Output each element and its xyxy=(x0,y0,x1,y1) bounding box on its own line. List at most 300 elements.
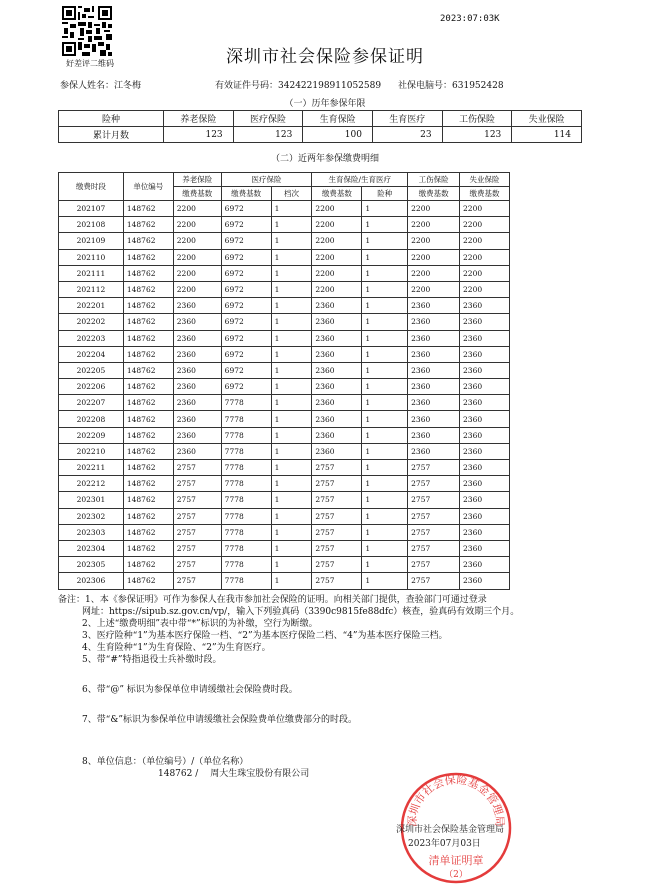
cell-medical-grade: 1 xyxy=(271,508,312,524)
cell-unemployment-base: 2360 xyxy=(460,346,510,362)
cell-maternity-base: 2757 xyxy=(312,508,362,524)
name-value: 江冬梅 xyxy=(114,81,142,91)
cell-period: 202303 xyxy=(59,524,124,540)
cell-maternity-base: 2360 xyxy=(312,330,362,346)
cell-unit-number: 148762 xyxy=(123,508,173,524)
cell-pension-base: 2360 xyxy=(173,443,221,459)
table-row xyxy=(59,443,510,459)
cell-medical-grade: 1 xyxy=(271,395,312,411)
cell-injury-base: 2360 xyxy=(408,395,460,411)
cell-maternity-type: 1 xyxy=(362,346,408,362)
cell-maternity-base: 2757 xyxy=(312,524,362,540)
cell-period: 202209 xyxy=(59,427,124,443)
header-unemployment: 失业保险 xyxy=(460,173,510,187)
cell-maternity-base: 2757 xyxy=(312,557,362,573)
cell-period: 202302 xyxy=(59,508,124,524)
seal-center-text: 清单证明章 xyxy=(428,854,484,867)
note-7: 7、带“&”标识为参保单位申请缓缴社会保险费单位缴费部分的时段。 xyxy=(82,715,357,725)
table-row xyxy=(59,379,510,395)
cell-medical-grade: 1 xyxy=(271,540,312,556)
table-row xyxy=(59,508,510,524)
cell-unit-number: 148762 xyxy=(123,492,173,508)
cell-medical-base: 6972 xyxy=(221,265,271,281)
cell-pension-base: 2360 xyxy=(173,298,221,314)
cell-injury-base: 2360 xyxy=(408,298,460,314)
cell-maternity-base: 2360 xyxy=(312,395,362,411)
cell-maternity-type: 1 xyxy=(362,362,408,378)
cell-injury-base: 2200 xyxy=(408,265,460,281)
cell-period: 202107 xyxy=(59,201,124,217)
cell-unemployment-base: 2360 xyxy=(460,443,510,459)
cell-maternity-type: 1 xyxy=(362,443,408,459)
issue-date: 2023年07月03日 xyxy=(408,839,481,849)
cell-medical-base: 6972 xyxy=(221,362,271,378)
cell-period: 202108 xyxy=(59,217,124,233)
cell-injury-base: 2360 xyxy=(408,362,460,378)
cell-injury-base: 2757 xyxy=(408,557,460,573)
cell-maternity-base: 2200 xyxy=(312,217,362,233)
cell-unemployment-base: 2360 xyxy=(460,460,510,476)
cell-injury-base: 2757 xyxy=(408,573,460,589)
cell-pension-base: 2360 xyxy=(173,314,221,330)
cell-maternity-base: 2200 xyxy=(312,201,362,217)
notes xyxy=(58,594,618,780)
document-title: 深圳市社会保险参保证明 xyxy=(226,47,424,67)
cell-pension-base: 2757 xyxy=(173,557,221,573)
summary-header-row xyxy=(59,111,582,127)
cell-unemployment-base: 2360 xyxy=(460,524,510,540)
name-field xyxy=(60,78,141,91)
cell-unit-number: 148762 xyxy=(123,249,173,265)
table-row xyxy=(59,557,510,573)
cell-medical-base: 6972 xyxy=(221,314,271,330)
cell-unemployment-base: 2360 xyxy=(460,395,510,411)
cell-medical-grade: 1 xyxy=(271,492,312,508)
summary-type: 工伤保险 xyxy=(442,111,512,127)
cell-maternity-base: 2200 xyxy=(312,249,362,265)
cell-medical-grade: 1 xyxy=(271,427,312,443)
cell-pension-base: 2757 xyxy=(173,540,221,556)
cell-medical-grade: 1 xyxy=(271,249,312,265)
cell-medical-grade: 1 xyxy=(271,476,312,492)
cell-medical-base: 7778 xyxy=(221,427,271,443)
cell-pension-base: 2757 xyxy=(173,492,221,508)
header-pension: 养老保险 xyxy=(173,173,221,187)
cell-unemployment-base: 2360 xyxy=(460,298,510,314)
cell-medical-base: 7778 xyxy=(221,508,271,524)
cell-injury-base: 2757 xyxy=(408,540,460,556)
cell-unit-number: 148762 xyxy=(123,346,173,362)
header-injury: 工伤保险 xyxy=(408,173,460,187)
id-field xyxy=(215,78,381,91)
table-row xyxy=(59,411,510,427)
cell-unit-number: 148762 xyxy=(123,281,173,297)
cell-pension-base: 2200 xyxy=(173,233,221,249)
cell-injury-base: 2200 xyxy=(408,281,460,297)
cell-unemployment-base: 2360 xyxy=(460,476,510,492)
summary-count-label: 累计月数 xyxy=(59,127,164,143)
cell-unemployment-base: 2360 xyxy=(460,427,510,443)
cell-unit-number: 148762 xyxy=(123,362,173,378)
unit-number: 148762 / xyxy=(158,769,199,779)
cell-unemployment-base: 2360 xyxy=(460,379,510,395)
cell-period: 202304 xyxy=(59,540,124,556)
cell-medical-base: 7778 xyxy=(221,540,271,556)
cell-pension-base: 2200 xyxy=(173,265,221,281)
cell-unit-number: 148762 xyxy=(123,540,173,556)
subheader-type: 险种 xyxy=(362,187,408,201)
cell-maternity-base: 2757 xyxy=(312,540,362,556)
issuing-org: 深圳市社会保险基金管理局 xyxy=(396,825,505,835)
table-row xyxy=(59,281,510,297)
cell-pension-base: 2757 xyxy=(173,524,221,540)
table-row xyxy=(59,492,510,508)
subheader-base: 缴费基数 xyxy=(312,187,362,201)
detail-table xyxy=(58,172,510,590)
cell-unemployment-base: 2360 xyxy=(460,573,510,589)
cell-maternity-type: 1 xyxy=(362,217,408,233)
cell-unit-number: 148762 xyxy=(123,427,173,443)
cell-maternity-type: 1 xyxy=(362,540,408,556)
cell-pension-base: 2200 xyxy=(173,281,221,297)
cell-maternity-type: 1 xyxy=(362,476,408,492)
cell-unit-number: 148762 xyxy=(123,217,173,233)
cell-pension-base: 2360 xyxy=(173,427,221,443)
cell-unit-number: 148762 xyxy=(123,314,173,330)
cell-unit-number: 148762 xyxy=(123,476,173,492)
cell-period: 202204 xyxy=(59,346,124,362)
cell-pension-base: 2757 xyxy=(173,508,221,524)
table-row xyxy=(59,217,510,233)
cell-medical-grade: 1 xyxy=(271,233,312,249)
cell-unemployment-base: 2360 xyxy=(460,314,510,330)
cell-maternity-type: 1 xyxy=(362,330,408,346)
table-row xyxy=(59,427,510,443)
cell-medical-grade: 1 xyxy=(271,573,312,589)
cell-unemployment-base: 2200 xyxy=(460,217,510,233)
cell-period: 202112 xyxy=(59,281,124,297)
summary-type: 医疗保险 xyxy=(233,111,303,127)
header-maternity: 生育保险/生育医疗 xyxy=(312,173,408,187)
cell-injury-base: 2200 xyxy=(408,217,460,233)
cell-unit-number: 148762 xyxy=(123,379,173,395)
cell-unit-number: 148762 xyxy=(123,395,173,411)
print-timestamp: 2023:07:03K xyxy=(440,14,500,24)
cell-injury-base: 2757 xyxy=(408,476,460,492)
cell-unemployment-base: 2200 xyxy=(460,281,510,297)
cell-injury-base: 2200 xyxy=(408,249,460,265)
cell-unit-number: 148762 xyxy=(123,201,173,217)
cell-pension-base: 2200 xyxy=(173,201,221,217)
cell-medical-base: 7778 xyxy=(221,395,271,411)
subheader-base: 缴费基数 xyxy=(221,187,271,201)
cell-medical-base: 7778 xyxy=(221,524,271,540)
cell-maternity-type: 1 xyxy=(362,379,408,395)
unit-info xyxy=(58,768,618,780)
cell-unit-number: 148762 xyxy=(123,460,173,476)
cell-medical-grade: 1 xyxy=(271,524,312,540)
seal-number: （2） xyxy=(444,870,468,880)
cell-maternity-base: 2757 xyxy=(312,460,362,476)
cell-medical-base: 6972 xyxy=(221,379,271,395)
table-row xyxy=(59,314,510,330)
note-1-url: 网址：https://sipub.sz.gov.cn/vp/，输入下列验真码（3390c9815fe88dfc）核查，验真码有效期三个月。 xyxy=(82,607,520,617)
cell-period: 202109 xyxy=(59,233,124,249)
note-2: 2、上述“缴费明细”表中带“*”标识的为补缴，空行为断缴。 xyxy=(82,619,318,629)
name-label: 参保人姓名： xyxy=(60,81,115,91)
id-value: 342422198911052589 xyxy=(278,81,382,91)
id-label: 有效证件号码： xyxy=(215,81,279,91)
cell-maternity-type: 1 xyxy=(362,314,408,330)
cell-pension-base: 2360 xyxy=(173,330,221,346)
qr-caption: 好差评二维码 xyxy=(66,59,114,68)
detail-body xyxy=(59,201,510,590)
cell-maternity-type: 1 xyxy=(362,249,408,265)
cell-medical-base: 7778 xyxy=(221,411,271,427)
cell-medical-grade: 1 xyxy=(271,217,312,233)
cell-maternity-base: 2360 xyxy=(312,427,362,443)
cell-maternity-type: 1 xyxy=(362,573,408,589)
cell-medical-base: 7778 xyxy=(221,443,271,459)
cell-maternity-type: 1 xyxy=(362,395,408,411)
header-period: 缴费时段 xyxy=(59,173,124,201)
table-row xyxy=(59,249,510,265)
cell-period: 202208 xyxy=(59,411,124,427)
cell-unit-number: 148762 xyxy=(123,524,173,540)
cell-medical-base: 7778 xyxy=(221,460,271,476)
cell-medical-grade: 1 xyxy=(271,460,312,476)
cell-period: 202305 xyxy=(59,557,124,573)
cell-maternity-type: 1 xyxy=(362,265,408,281)
summary-type: 养老保险 xyxy=(164,111,234,127)
cell-unemployment-base: 2360 xyxy=(460,492,510,508)
cell-maternity-base: 2360 xyxy=(312,443,362,459)
table-row xyxy=(59,573,510,589)
table-row xyxy=(59,476,510,492)
cell-unemployment-base: 2200 xyxy=(460,233,510,249)
cell-injury-base: 2757 xyxy=(408,508,460,524)
cell-unemployment-base: 2200 xyxy=(460,201,510,217)
cell-injury-base: 2360 xyxy=(408,411,460,427)
cell-injury-base: 2757 xyxy=(408,492,460,508)
cell-maternity-base: 2360 xyxy=(312,346,362,362)
ss-field xyxy=(398,78,504,91)
table-row xyxy=(59,395,510,411)
cell-unemployment-base: 2360 xyxy=(460,330,510,346)
cell-period: 202205 xyxy=(59,362,124,378)
cell-medical-base: 6972 xyxy=(221,298,271,314)
cell-maternity-base: 2757 xyxy=(312,492,362,508)
cell-period: 202111 xyxy=(59,265,124,281)
cell-medical-grade: 1 xyxy=(271,379,312,395)
cell-unit-number: 148762 xyxy=(123,298,173,314)
table-row xyxy=(59,233,510,249)
summary-months: 123 xyxy=(442,127,512,143)
cell-maternity-type: 1 xyxy=(362,508,408,524)
cell-medical-grade: 1 xyxy=(271,298,312,314)
cell-period: 202110 xyxy=(59,249,124,265)
cell-pension-base: 2360 xyxy=(173,346,221,362)
cell-pension-base: 2757 xyxy=(173,460,221,476)
subheader-base: 缴费基数 xyxy=(460,187,510,201)
table-row xyxy=(59,201,510,217)
cell-pension-base: 2757 xyxy=(173,476,221,492)
cell-injury-base: 2757 xyxy=(408,524,460,540)
table-row xyxy=(59,460,510,476)
cell-injury-base: 2200 xyxy=(408,201,460,217)
summary-type: 生育保险 xyxy=(303,111,373,127)
subheader-base: 缴费基数 xyxy=(408,187,460,201)
cell-medical-grade: 1 xyxy=(271,201,312,217)
cell-period: 202201 xyxy=(59,298,124,314)
table-row xyxy=(59,362,510,378)
cell-pension-base: 2360 xyxy=(173,411,221,427)
cell-medical-base: 6972 xyxy=(221,330,271,346)
cell-maternity-base: 2757 xyxy=(312,476,362,492)
cell-injury-base: 2200 xyxy=(408,233,460,249)
cell-unemployment-base: 2360 xyxy=(460,411,510,427)
cell-maternity-type: 1 xyxy=(362,281,408,297)
cell-maternity-type: 1 xyxy=(362,492,408,508)
cell-medical-base: 7778 xyxy=(221,492,271,508)
cell-maternity-type: 1 xyxy=(362,460,408,476)
cell-maternity-base: 2360 xyxy=(312,411,362,427)
cell-injury-base: 2360 xyxy=(408,427,460,443)
cell-injury-base: 2360 xyxy=(408,379,460,395)
cell-maternity-base: 2200 xyxy=(312,265,362,281)
summary-months: 23 xyxy=(372,127,442,143)
cell-pension-base: 2200 xyxy=(173,249,221,265)
cell-maternity-base: 2757 xyxy=(312,573,362,589)
note-4: 4、生育险种“1”为生育保险、“2”为生育医疗。 xyxy=(82,643,271,653)
cell-medical-grade: 1 xyxy=(271,362,312,378)
cell-maternity-type: 1 xyxy=(362,233,408,249)
cell-maternity-type: 1 xyxy=(362,201,408,217)
cell-period: 202203 xyxy=(59,330,124,346)
cell-maternity-base: 2360 xyxy=(312,379,362,395)
summary-row-label: 险种 xyxy=(59,111,164,127)
note-6: 6、带“@” 标识为参保单位申请缓缴社会保险费时段。 xyxy=(82,685,298,695)
cell-period: 202212 xyxy=(59,476,124,492)
cell-maternity-base: 2200 xyxy=(312,233,362,249)
cell-maternity-type: 1 xyxy=(362,298,408,314)
cell-unit-number: 148762 xyxy=(123,265,173,281)
cell-pension-base: 2200 xyxy=(173,217,221,233)
cell-unit-number: 148762 xyxy=(123,573,173,589)
summary-months: 100 xyxy=(303,127,373,143)
table-row xyxy=(59,330,510,346)
cell-pension-base: 2360 xyxy=(173,379,221,395)
note-1: 备注：1、本《参保证明》可作为参保人在我市参加社会保险的证明。向相关部门提供，查验部门可通过登录 xyxy=(58,595,487,605)
detail-header-row xyxy=(59,173,510,187)
cell-unit-number: 148762 xyxy=(123,411,173,427)
cell-unemployment-base: 2200 xyxy=(460,249,510,265)
section-title-years: （一）历年参保年限 xyxy=(284,99,366,109)
cell-unemployment-base: 2360 xyxy=(460,508,510,524)
cell-medical-grade: 1 xyxy=(271,281,312,297)
cell-medical-base: 6972 xyxy=(221,249,271,265)
cell-period: 202207 xyxy=(59,395,124,411)
cell-maternity-type: 1 xyxy=(362,411,408,427)
note-8: 8、单位信息：（单位编号）/（单位名称） xyxy=(82,757,249,767)
subheader-grade: 档次 xyxy=(271,187,312,201)
cell-unit-number: 148762 xyxy=(123,330,173,346)
table-row xyxy=(59,540,510,556)
cell-pension-base: 2360 xyxy=(173,395,221,411)
cell-injury-base: 2360 xyxy=(408,314,460,330)
cell-period: 202301 xyxy=(59,492,124,508)
unit-name: 周大生珠宝股份有限公司 xyxy=(210,769,310,779)
cell-medical-base: 7778 xyxy=(221,476,271,492)
cell-maternity-base: 2360 xyxy=(312,314,362,330)
cell-period: 202211 xyxy=(59,460,124,476)
cell-maternity-base: 2360 xyxy=(312,298,362,314)
note-5: 5、带“#”特指退役士兵补缴时段。 xyxy=(82,655,222,665)
cell-medical-base: 7778 xyxy=(221,573,271,589)
cell-pension-base: 2757 xyxy=(173,573,221,589)
summary-months-row xyxy=(59,127,582,143)
cell-medical-grade: 1 xyxy=(271,330,312,346)
cell-medical-base: 6972 xyxy=(221,233,271,249)
cell-maternity-base: 2200 xyxy=(312,281,362,297)
cell-unit-number: 148762 xyxy=(123,233,173,249)
summary-months: 123 xyxy=(233,127,303,143)
cell-maternity-base: 2360 xyxy=(312,362,362,378)
subheader-base: 缴费基数 xyxy=(173,187,221,201)
cell-injury-base: 2360 xyxy=(408,330,460,346)
cell-medical-grade: 1 xyxy=(271,265,312,281)
cell-medical-base: 6972 xyxy=(221,346,271,362)
cell-unemployment-base: 2360 xyxy=(460,540,510,556)
header-unit: 单位编号 xyxy=(123,173,173,201)
table-row xyxy=(59,346,510,362)
cell-medical-base: 6972 xyxy=(221,201,271,217)
cell-period: 202206 xyxy=(59,379,124,395)
cell-injury-base: 2360 xyxy=(408,443,460,459)
section-title-details: （二）近两年参保缴费明细 xyxy=(270,154,379,164)
table-row xyxy=(59,524,510,540)
summary-months: 114 xyxy=(512,127,582,143)
table-row xyxy=(59,265,510,281)
cell-pension-base: 2360 xyxy=(173,362,221,378)
cell-unemployment-base: 2360 xyxy=(460,557,510,573)
cell-injury-base: 2360 xyxy=(408,346,460,362)
cell-medical-grade: 1 xyxy=(271,314,312,330)
cell-period: 202202 xyxy=(59,314,124,330)
cell-period: 202306 xyxy=(59,573,124,589)
ss-label: 社保电脑号： xyxy=(398,81,453,91)
cell-medical-base: 6972 xyxy=(221,217,271,233)
cell-maternity-type: 1 xyxy=(362,557,408,573)
header-medical: 医疗保险 xyxy=(221,173,312,187)
cell-maternity-type: 1 xyxy=(362,524,408,540)
cell-maternity-type: 1 xyxy=(362,427,408,443)
note-3: 3、医疗险种“1”为基本医疗保险一档、“2”为基本医疗保险二档、“4”为基本医疗保险三档。 xyxy=(82,631,448,641)
summary-table xyxy=(58,110,582,143)
cell-period: 202210 xyxy=(59,443,124,459)
cell-medical-grade: 1 xyxy=(271,411,312,427)
summary-type: 生育医疗 xyxy=(372,111,442,127)
seal-ring-text: 深圳市社会保险基金管理局 xyxy=(405,773,507,828)
cell-medical-base: 7778 xyxy=(221,557,271,573)
summary-months: 123 xyxy=(164,127,234,143)
summary-type: 失业保险 xyxy=(512,111,582,127)
cell-medical-grade: 1 xyxy=(271,443,312,459)
cell-unit-number: 148762 xyxy=(123,443,173,459)
cell-medical-grade: 1 xyxy=(271,557,312,573)
table-row xyxy=(59,298,510,314)
cell-medical-grade: 1 xyxy=(271,346,312,362)
